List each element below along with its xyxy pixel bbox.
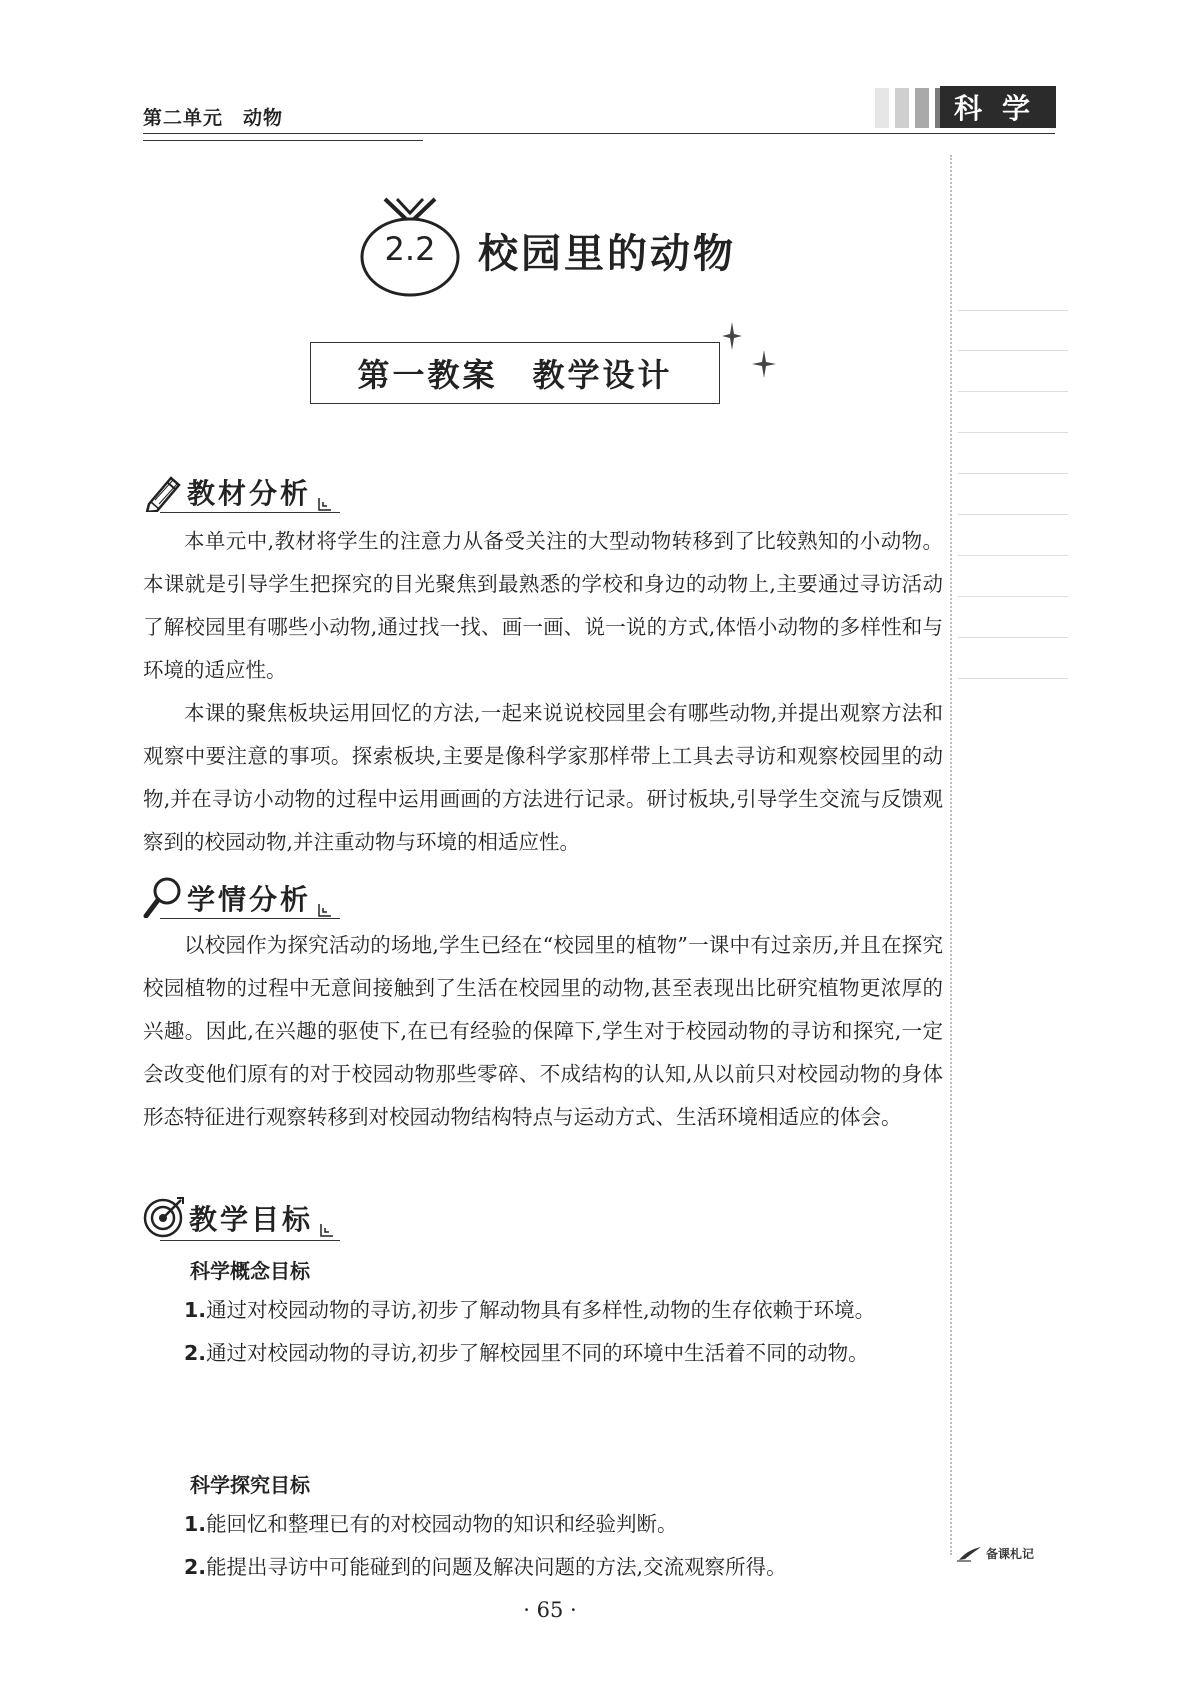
header-rule-short — [143, 140, 423, 141]
quill-icon — [957, 1546, 983, 1562]
header-gradient-bars — [875, 88, 949, 128]
corner-mark-icon — [317, 1222, 335, 1238]
section-title: 教材分析 — [187, 477, 312, 510]
notes-line — [958, 391, 1068, 392]
notes-line — [958, 350, 1068, 351]
notes-margin-line — [950, 155, 952, 1555]
unit-label: 第二单元 动物 — [143, 107, 284, 129]
header-rule — [143, 133, 1055, 134]
target-icon — [143, 1196, 185, 1238]
objective-number: 1. — [184, 1298, 207, 1322]
header-bar — [915, 88, 929, 128]
objective-item — [143, 1546, 943, 1589]
objective-text: 通过对校园动物的寻访,初步了解校园里不同的环境中生活着不同的动物。 — [206, 1341, 869, 1365]
corner-mark-icon — [315, 496, 333, 512]
lesson-number: 2.2 — [384, 230, 436, 268]
section-title: 学情分析 — [187, 883, 312, 916]
section-heading — [143, 876, 333, 918]
section-title: 教学目标 — [189, 1203, 314, 1236]
notes-line — [958, 678, 1068, 679]
subsection-title: 科学概念目标 — [190, 1259, 310, 1283]
notes-line — [958, 596, 1068, 597]
objective-number: 2. — [184, 1555, 207, 1579]
objective-text: 通过对校园动物的寻访,初步了解动物具有多样性,动物的生存依赖于环境。 — [206, 1298, 876, 1322]
subsection-title: 科学探究目标 — [190, 1473, 310, 1497]
lesson-title: 校园里的动物 — [478, 231, 736, 277]
objective-item — [143, 1289, 943, 1332]
page-number: · 65 · — [523, 1598, 577, 1622]
objective-item — [143, 1332, 943, 1375]
objective-text: 能回忆和整理已有的对校园动物的知识和经验判断。 — [206, 1512, 678, 1536]
header-bar — [895, 88, 909, 128]
plan-label: 第一教案 教学设计 — [310, 342, 720, 404]
pencil-icon — [143, 474, 183, 512]
subject-badge: 科学 — [940, 86, 1056, 128]
section-underline — [160, 918, 340, 919]
notes-line — [958, 432, 1068, 433]
objective-number: 1. — [184, 1512, 207, 1536]
section-underline — [160, 512, 340, 513]
notes-line — [958, 473, 1068, 474]
section-underline — [160, 1240, 340, 1241]
objective-item — [143, 1503, 943, 1546]
section-body — [143, 520, 943, 864]
section-body — [143, 924, 943, 1139]
paragraph: 本单元中,教材将学生的注意力从备受关注的大型动物转移到了比较熟知的小动物。本课就是引导学生把探究的目光聚焦到最熟悉的学校和身边的动物上,主要通过寻访活动了解校园里有哪些小动物,通过找一找、画一画、说一说的方式,体悟小动物的多样性和与环境的适应性。 — [143, 529, 943, 682]
sparkle-icon — [722, 320, 782, 390]
notes-line — [958, 637, 1068, 638]
section-heading — [143, 1196, 335, 1238]
notes-line — [958, 514, 1068, 515]
notes-logo — [957, 1545, 1034, 1562]
objective-text: 能提出寻访中可能碰到的问题及解决问题的方法,交流观察所得。 — [206, 1555, 787, 1579]
notes-line — [958, 310, 1068, 311]
corner-mark-icon — [315, 902, 333, 918]
header-bar — [875, 88, 889, 128]
paragraph: 以校园作为探究活动的场地,学生已经在“校园里的植物”一课中有过亲历,并且在探究校园植物的过程中无意间接触到了生活在校园里的动物,甚至表现出比研究植物更浓厚的兴趣。因此,在兴趣的驱使下,在已有经验的保障下,学生对于校园动物的寻访和探究,一定会改变他们原有的对于校园动物那些零碎、不成结构的认知,从以前只对校园动物的身体形态特征进行观察转移到对校园动物结构特点与运动方式、生活环境相适应的体会。 — [143, 933, 943, 1129]
section-heading — [143, 472, 333, 512]
objective-number: 2. — [184, 1341, 207, 1365]
paragraph: 本课的聚焦板块运用回忆的方法,一起来说说校园里会有哪些动物,并提出观察方法和观察中要注意的事项。探索板块,主要是像科学家那样带上工具去寻访和观察校园里的动物,并在寻访小动物的过程中运用画画的方法进行记录。研讨板块,引导学生交流与反馈观察到的校园动物,并注重动物与环境的相适应性。 — [143, 701, 943, 854]
notes-logo-text: 备课札记 — [986, 1547, 1035, 1561]
magnifier-icon — [143, 876, 183, 918]
objective-list — [143, 1503, 943, 1589]
notes-line — [958, 555, 1068, 556]
objective-list — [143, 1289, 943, 1375]
